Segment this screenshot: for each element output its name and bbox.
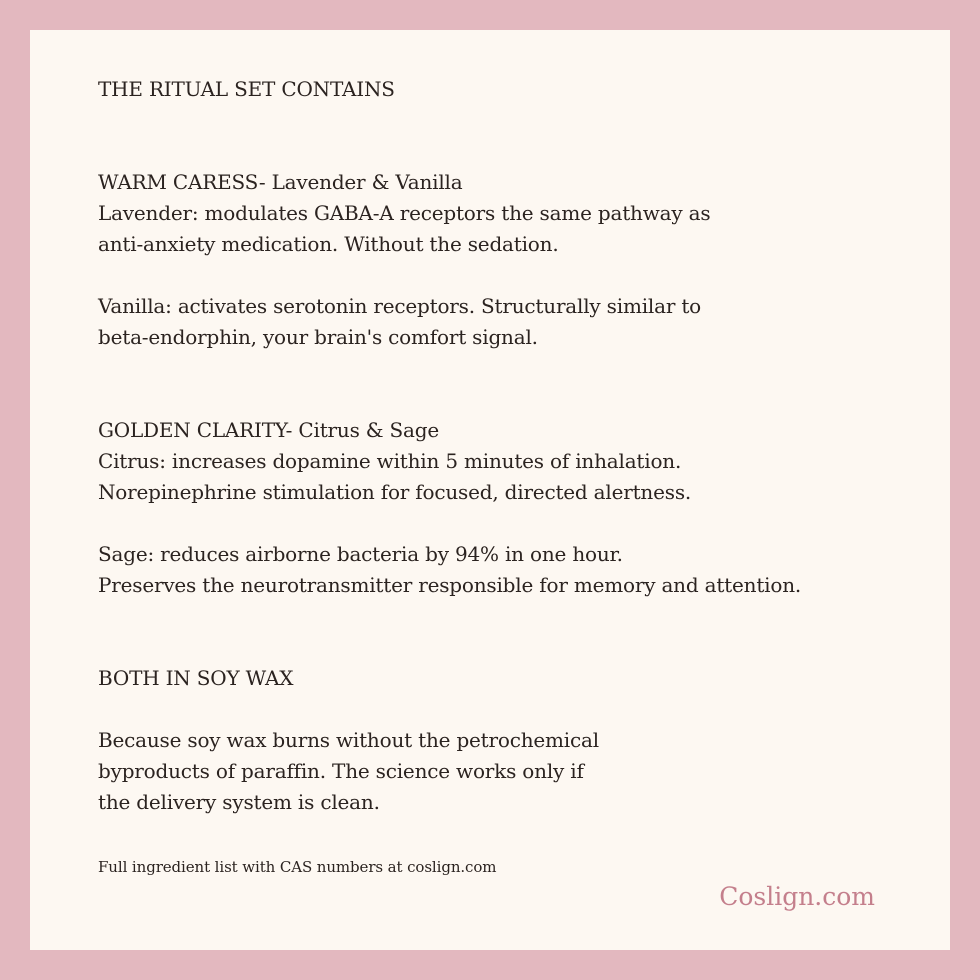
soy-line-3: the delivery system is clean. [98,790,380,814]
soy-line-1: Because soy wax burns without the petrochemical [98,728,599,752]
sage-line-2: Preserves the neurotransmitter responsible for memory and attention. [98,573,802,597]
content-card [30,30,950,950]
citrus-line-2: Norepinephrine stimulation for focused, directed alertness. [98,480,692,504]
vanilla-line-2: beta-endorphin, your brain's comfort signal. [98,325,538,349]
lavender-line-2: anti-anxiety medication. Without the sedation. [98,232,559,256]
sage-line-1: Sage: reduces airborne bacteria by 94% in one hour. [98,542,623,566]
vanilla-line-1: Vanilla: activates serotonin receptors. Structurally similar to [98,294,702,318]
citrus-line-1: Citrus: increases dopamine within 5 minutes of inhalation. [98,449,682,473]
warm-caress-title: WARM CARESS- Lavender & Vanilla [98,170,463,194]
section-heading: THE RITUAL SET CONTAINS [98,77,395,101]
brand-link[interactable]: Coslign.com [719,882,875,911]
golden-clarity-title: GOLDEN CLARITY- Citrus & Sage [98,418,440,442]
soy-wax-title: BOTH IN SOY WAX [98,666,294,690]
footnote: Full ingredient list with CAS numbers at coslign.com [98,858,497,876]
lavender-line-1: Lavender: modulates GABA-A receptors the same pathway as [98,201,711,225]
soy-line-2: byproducts of paraffin. The science works only if [98,759,584,783]
